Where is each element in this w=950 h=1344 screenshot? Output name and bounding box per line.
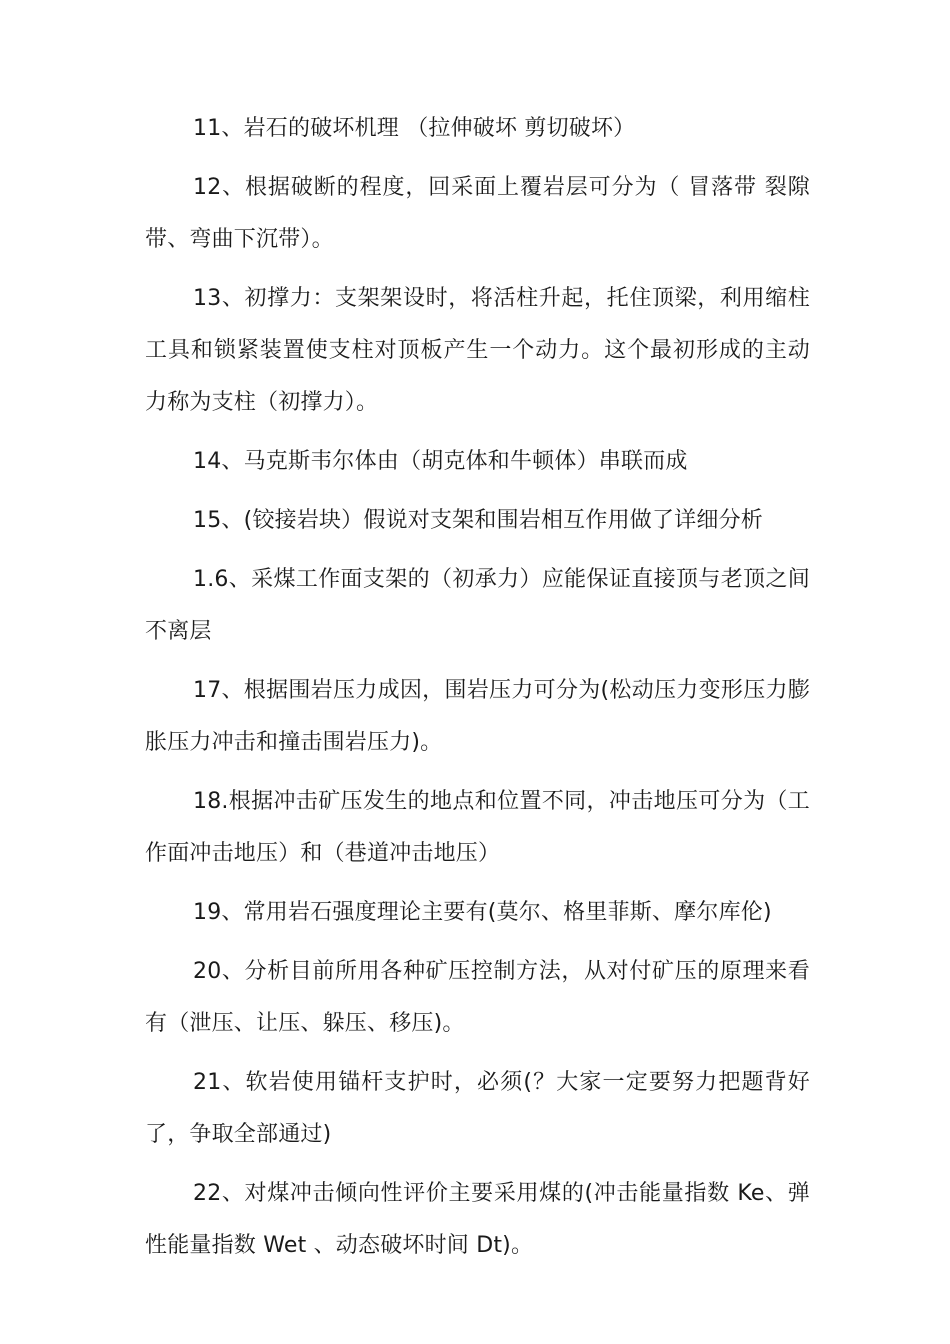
paragraph-11: 11、岩石的破坏机理 （拉伸破坏 剪切破坏） — [193, 116, 636, 141]
paragraph-13: 13、初撑力：支架架设时，将活柱升起，托住顶梁，利用缩柱工具和锁紧装置使支柱对顶板产生一个动力。这个最初形成的主动力称为支柱（初撑力）。 — [145, 286, 810, 415]
document-body — [145, 103, 810, 1279]
paragraph-16: 1.6、采煤工作面支架的（初承力）应能保证直接顶与老顶之间不离层 — [145, 567, 810, 644]
paragraph-20: 20、分析目前所用各种矿压控制方法，从对付矿压的原理来看有（泄压、让压、躲压、移压)。 — [145, 959, 810, 1036]
paragraph-14: 14、马克斯韦尔体由（胡克体和牛顿体）串联而成 — [193, 449, 688, 474]
paragraph-19: 19、常用岩石强度理论主要有(莫尔、格里菲斯、摩尔库伦) — [193, 900, 772, 925]
paragraph-12: 12、根据破断的程度，回采面上覆岩层可分为（ 冒落带 裂隙带、弯曲下沉带）。 — [145, 175, 810, 252]
paragraph-18: 18.根据冲击矿压发生的地点和位置不同，冲击地压可分为（工作面冲击地压）和（巷道冲击地压） — [145, 789, 810, 866]
paragraph-15: 15、(铰接岩块）假说对支架和围岩相互作用做了详细分析 — [193, 508, 763, 533]
paragraph-22: 22、对煤冲击倾向性评价主要采用煤的(冲击能量指数 Ke、弹性能量指数 Wet 、动态破坏时间 Dt)。 — [145, 1181, 810, 1258]
paragraph-17: 17、根据围岩压力成因，围岩压力可分为(松动压力变形压力膨胀压力冲击和撞击围岩压力)。 — [145, 678, 810, 755]
paragraph-21: 21、软岩使用锚杆支护时，必须(？大家一定要努力把题背好了，争取全部通过) — [145, 1070, 810, 1147]
